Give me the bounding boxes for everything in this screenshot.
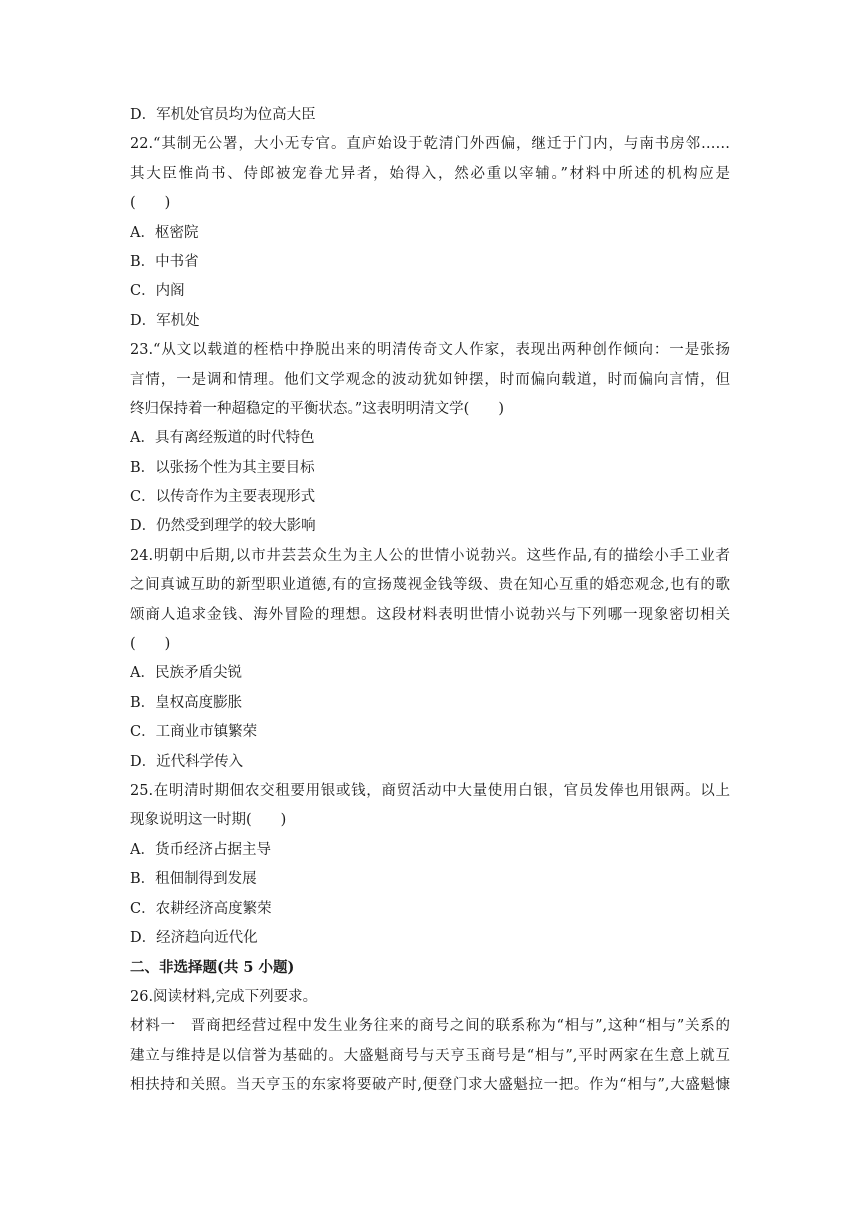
answer-option: D．军机处官员均为位高大臣: [130, 107, 316, 123]
answer-option: C．内阁: [130, 283, 185, 300]
answer-option: B．以张扬个性为其主要目标: [130, 459, 315, 476]
text-line: 材料一 晋商把经营过程中发生业务往来的商号之间的联系称为“相与”,这种“相与”关系的: [130, 1018, 730, 1035]
question-stem: 26.阅读材料,完成下列要求。: [130, 988, 318, 1005]
text-line: 颂商人追求金钱、海外冒险的理想。这段材料表明世情小说勃兴与下列哪一现象密切相关: [130, 606, 730, 623]
answer-option: D．经济趋向近代化: [130, 929, 258, 946]
answer-option: B．皇权高度膨胀: [130, 694, 243, 711]
answer-option: B．租佃制得到发展: [130, 871, 257, 888]
question-stem: 22.“其制无公署，大小无专官。直庐始设于乾清门外西偏，继迁于门内，与南书房邻……: [130, 136, 730, 153]
question-stem: 23.“从文以载道的桎梏中挣脱出来的明清传奇文人作家，表现出两种创作倾向：一是张扬: [130, 342, 730, 359]
question-stem: 25.在明清时期佃农交租要用银或钱，商贸活动中大量使用白银，官员发俸也用银两。以上: [130, 782, 730, 799]
answer-option: A．民族矛盾尖锐: [130, 665, 242, 682]
answer-option: A．具有离经叛道的时代特色: [130, 430, 315, 447]
text-line: ( ): [130, 636, 171, 653]
answer-option: C．农耕经济高度繁荣: [130, 900, 272, 917]
text-line: 言情，一是调和情理。他们文学观念的波动犹如钟摆，时而偏向载道，时而偏向言情，但: [130, 371, 730, 388]
text-line: 终归保持着一种超稳定的平衡状态。”这表明明清文学( ): [130, 400, 504, 417]
answer-option: D．军机处: [130, 312, 200, 329]
answer-option: D．仍然受到理学的较大影响: [130, 518, 316, 535]
text-line: ( ): [130, 195, 171, 212]
document-body: [130, 101, 730, 1100]
text-line: 建立与维持是以信誉为基础的。大盛魁商号与天亨玉商号是“相与”,平时两家在生意上就互: [130, 1047, 730, 1064]
answer-option: A．货币经济占据主导: [130, 841, 271, 858]
text-line: 之间真诚互助的新型职业道德,有的宣扬蔑视金钱等级、贵在知心互重的婚恋观念,也有的歌: [130, 577, 730, 594]
answer-option: A．枢密院: [130, 224, 199, 241]
answer-option: B．中书省: [130, 253, 199, 270]
section-heading: 二、非选择题(共 5 小题): [130, 959, 295, 977]
question-stem: 24.明朝中后期,以市井芸芸众生为主人公的世情小说勃兴。这些作品,有的描绘小手工业者: [130, 547, 730, 564]
text-line: 现象说明这一时期( ): [130, 812, 287, 829]
answer-option: D．近代科学传入: [130, 753, 244, 770]
answer-option: C．工商业市镇繁荣: [130, 724, 258, 741]
answer-option: C．以传奇作为主要表现形式: [130, 489, 316, 506]
text-line: 相扶持和关照。当天亨玉的东家将要破产时,便登门求大盛魁拉一把。作为“相与”,大盛魁慷: [130, 1076, 730, 1093]
text-line: 其大臣惟尚书、侍郎被宠眷尤异者，始得入，然必重以宰辅。”材料中所述的机构应是: [130, 165, 730, 182]
